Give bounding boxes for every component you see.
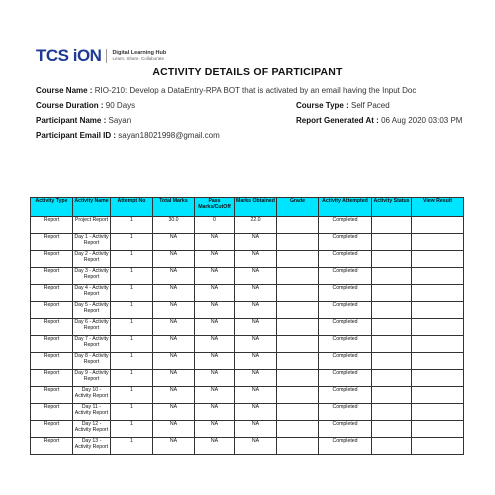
cell-attempt-no: 1 — [111, 268, 153, 285]
course-duration-label: Course Duration : — [36, 101, 104, 110]
table-row — [31, 370, 464, 387]
cell-marks-obtained: NA — [235, 268, 277, 285]
cell-activity-status — [372, 387, 412, 404]
cell-total-marks: NA — [153, 302, 195, 319]
participant-name-value: Sayan — [108, 116, 132, 125]
cell-activity-name: Day 4 - Activity Report — [73, 285, 111, 302]
cell-grade — [277, 234, 319, 251]
col-view-result[interactable]: View Result — [412, 198, 464, 217]
cell-marks-obtained: NA — [235, 302, 277, 319]
cell-activity-name: Day 11 - Activity Report — [73, 404, 111, 421]
cell-activity-name: Day 3 - Activity Report — [73, 268, 111, 285]
cell-pass-marks: NA — [195, 336, 235, 353]
cell-total-marks: NA — [153, 387, 195, 404]
cell-total-marks: NA — [153, 353, 195, 370]
cell-activity-name: Day 10 - Activity Report — [73, 387, 111, 404]
cell-marks-obtained: NA — [235, 234, 277, 251]
cell-activity-attempted: Completed — [319, 370, 372, 387]
report-generated-value: 06 Aug 2020 03:03 PM — [381, 116, 463, 125]
col-activity-type: Activity Type — [31, 198, 73, 217]
cell-pass-marks: 0 — [195, 217, 235, 234]
cell-grade — [277, 387, 319, 404]
cell-activity-type: Report — [31, 217, 73, 234]
cell-pass-marks: NA — [195, 421, 235, 438]
cell-activity-status — [372, 268, 412, 285]
cell-pass-marks: NA — [195, 404, 235, 421]
cell-activity-attempted: Completed — [319, 234, 372, 251]
cell-marks-obtained: NA — [235, 370, 277, 387]
participant-name-row — [36, 116, 131, 125]
cell-activity-type: Report — [31, 268, 73, 285]
tcs-ion-logo — [36, 46, 166, 66]
cell-marks-obtained: NA — [235, 319, 277, 336]
participant-email-row — [36, 131, 220, 140]
table-header-row — [31, 198, 464, 217]
cell-activity-name: Day 13 - Activity Report — [73, 438, 111, 455]
cell-activity-status — [372, 302, 412, 319]
cell-view-result[interactable] — [412, 285, 464, 302]
table-row — [31, 217, 464, 234]
cell-marks-obtained: NA — [235, 421, 277, 438]
cell-view-result[interactable] — [412, 353, 464, 370]
cell-attempt-no: 1 — [111, 353, 153, 370]
cell-grade — [277, 251, 319, 268]
cell-view-result[interactable] — [412, 234, 464, 251]
cell-pass-marks: NA — [195, 370, 235, 387]
participant-email-value: sayan18021998@gmail.com — [118, 131, 220, 140]
cell-view-result[interactable] — [412, 370, 464, 387]
participant-name-label: Participant Name : — [36, 116, 107, 125]
cell-total-marks: NA — [153, 438, 195, 455]
cell-grade — [277, 217, 319, 234]
table-row — [31, 302, 464, 319]
cell-attempt-no: 1 — [111, 302, 153, 319]
cell-activity-attempted: Completed — [319, 404, 372, 421]
cell-pass-marks: NA — [195, 319, 235, 336]
cell-marks-obtained: NA — [235, 285, 277, 302]
cell-activity-type: Report — [31, 438, 73, 455]
cell-activity-type: Report — [31, 302, 73, 319]
logo-line1: Digital Learning Hub — [112, 49, 167, 56]
cell-total-marks: NA — [153, 370, 195, 387]
cell-total-marks: NA — [153, 251, 195, 268]
cell-grade — [277, 438, 319, 455]
cell-grade — [277, 285, 319, 302]
table-row — [31, 336, 464, 353]
cell-attempt-no: 1 — [111, 421, 153, 438]
cell-attempt-no: 1 — [111, 217, 153, 234]
table-row — [31, 234, 464, 251]
cell-grade — [277, 268, 319, 285]
cell-activity-name: Day 1 - Activity Report — [73, 234, 111, 251]
cell-activity-type: Report — [31, 234, 73, 251]
cell-view-result[interactable] — [412, 302, 464, 319]
cell-total-marks: NA — [153, 336, 195, 353]
table-row — [31, 421, 464, 438]
cell-activity-type: Report — [31, 251, 73, 268]
cell-grade — [277, 353, 319, 370]
cell-activity-type: Report — [31, 336, 73, 353]
cell-activity-type: Report — [31, 387, 73, 404]
cell-total-marks: NA — [153, 404, 195, 421]
col-marks-obtained: Marks Obtained — [235, 198, 277, 217]
col-total-marks: Total Marks — [153, 198, 195, 217]
cell-activity-type: Report — [31, 319, 73, 336]
cell-activity-status — [372, 285, 412, 302]
cell-view-result[interactable] — [412, 387, 464, 404]
cell-activity-attempted: Completed — [319, 319, 372, 336]
cell-activity-name: Day 7 - Activity Report — [73, 336, 111, 353]
cell-marks-obtained: NA — [235, 387, 277, 404]
cell-view-result[interactable] — [412, 438, 464, 455]
cell-attempt-no: 1 — [111, 438, 153, 455]
cell-total-marks: 30.0 — [153, 217, 195, 234]
cell-attempt-no: 1 — [111, 319, 153, 336]
cell-activity-status — [372, 370, 412, 387]
table-row — [31, 387, 464, 404]
cell-activity-status — [372, 404, 412, 421]
cell-pass-marks: NA — [195, 285, 235, 302]
cell-activity-attempted: Completed — [319, 336, 372, 353]
cell-marks-obtained: NA — [235, 353, 277, 370]
cell-activity-attempted: Completed — [319, 268, 372, 285]
table-row — [31, 251, 464, 268]
logo-tagline — [112, 51, 166, 61]
cell-total-marks: NA — [153, 234, 195, 251]
cell-grade — [277, 370, 319, 387]
course-type-row — [296, 101, 390, 110]
table-row — [31, 438, 464, 455]
cell-pass-marks: NA — [195, 353, 235, 370]
col-attempt-no: Attempt No — [111, 198, 153, 217]
table-row — [31, 319, 464, 336]
logo-divider — [106, 49, 107, 63]
report-generated-row — [296, 116, 462, 125]
cell-activity-name: Day 5 - Activity Report — [73, 302, 111, 319]
cell-total-marks: NA — [153, 268, 195, 285]
cell-activity-attempted: Completed — [319, 217, 372, 234]
cell-activity-attempted: Completed — [319, 387, 372, 404]
course-name-value: RIO-210: Develop a DataEntry-RPA BOT that is activated by an email having the Input Doc — [94, 86, 417, 95]
logo-brand: TCS iON — [36, 46, 102, 65]
cell-grade — [277, 404, 319, 421]
cell-activity-attempted: Completed — [319, 438, 372, 455]
cell-marks-obtained: 22.0 — [235, 217, 277, 234]
cell-activity-status — [372, 251, 412, 268]
cell-activity-attempted: Completed — [319, 285, 372, 302]
cell-activity-name: Day 12 - Activity Report — [73, 421, 111, 438]
cell-total-marks: NA — [153, 319, 195, 336]
cell-attempt-no: 1 — [111, 234, 153, 251]
cell-total-marks: NA — [153, 421, 195, 438]
cell-activity-name: Project Report — [73, 217, 111, 234]
cell-activity-name: Day 8 - Activity Report — [73, 353, 111, 370]
cell-view-result[interactable] — [412, 268, 464, 285]
cell-activity-type: Report — [31, 285, 73, 302]
col-activity-name: Activity Name — [73, 198, 111, 217]
course-duration-row — [36, 101, 135, 110]
cell-activity-status — [372, 234, 412, 251]
cell-activity-type: Report — [31, 353, 73, 370]
col-activity-status: Activity Status — [372, 198, 412, 217]
report-generated-label: Report Generated At : — [296, 116, 379, 125]
cell-activity-status — [372, 353, 412, 370]
col-grade: Grade — [277, 198, 319, 217]
cell-total-marks: NA — [153, 285, 195, 302]
cell-pass-marks: NA — [195, 268, 235, 285]
cell-marks-obtained: NA — [235, 404, 277, 421]
cell-attempt-no: 1 — [111, 370, 153, 387]
cell-activity-name: Day 6 - Activity Report — [73, 319, 111, 336]
course-name-label: Course Name : — [36, 86, 93, 95]
cell-grade — [277, 302, 319, 319]
cell-activity-type: Report — [31, 404, 73, 421]
cell-activity-type: Report — [31, 421, 73, 438]
page-title: ACTIVITY DETAILS OF PARTICIPANT — [152, 66, 343, 78]
cell-view-result[interactable] — [412, 421, 464, 438]
cell-activity-name: Day 2 - Activity Report — [73, 251, 111, 268]
cell-view-result[interactable] — [412, 217, 464, 234]
cell-attempt-no: 1 — [111, 251, 153, 268]
cell-activity-attempted: Completed — [319, 353, 372, 370]
cell-activity-status — [372, 421, 412, 438]
cell-attempt-no: 1 — [111, 336, 153, 353]
cell-activity-type: Report — [31, 370, 73, 387]
cell-activity-name: Day 9 - Activity Report — [73, 370, 111, 387]
col-activity-attempted: Activity Attempted — [319, 198, 372, 217]
cell-activity-attempted: Completed — [319, 421, 372, 438]
cell-attempt-no: 1 — [111, 404, 153, 421]
col-pass-marks: Pass Marks/CutOff — [195, 198, 235, 217]
course-type-label: Course Type : — [296, 101, 349, 110]
cell-marks-obtained: NA — [235, 438, 277, 455]
cell-view-result[interactable] — [412, 319, 464, 336]
cell-activity-status — [372, 336, 412, 353]
cell-pass-marks: NA — [195, 251, 235, 268]
cell-pass-marks: NA — [195, 234, 235, 251]
cell-activity-attempted: Completed — [319, 251, 372, 268]
cell-attempt-no: 1 — [111, 285, 153, 302]
cell-activity-status — [372, 217, 412, 234]
table-row — [31, 404, 464, 421]
cell-activity-status — [372, 319, 412, 336]
cell-view-result[interactable] — [412, 336, 464, 353]
cell-activity-status — [372, 438, 412, 455]
cell-pass-marks: NA — [195, 387, 235, 404]
cell-view-result[interactable] — [412, 404, 464, 421]
course-type-value: Self Paced — [350, 101, 390, 110]
cell-grade — [277, 421, 319, 438]
cell-attempt-no: 1 — [111, 387, 153, 404]
cell-pass-marks: NA — [195, 438, 235, 455]
cell-marks-obtained: NA — [235, 251, 277, 268]
cell-marks-obtained: NA — [235, 336, 277, 353]
activity-table — [30, 197, 464, 455]
table-row — [31, 353, 464, 370]
logo-line2: Learn. Share. Collaborate — [112, 55, 164, 61]
cell-view-result[interactable] — [412, 251, 464, 268]
cell-pass-marks: NA — [195, 302, 235, 319]
course-name-row — [36, 86, 495, 95]
course-duration-value: 90 Days — [105, 101, 136, 110]
table-row — [31, 285, 464, 302]
table-row — [31, 268, 464, 285]
cell-grade — [277, 319, 319, 336]
cell-activity-attempted: Completed — [319, 302, 372, 319]
participant-email-label: Participant Email ID : — [36, 131, 117, 140]
cell-grade — [277, 336, 319, 353]
